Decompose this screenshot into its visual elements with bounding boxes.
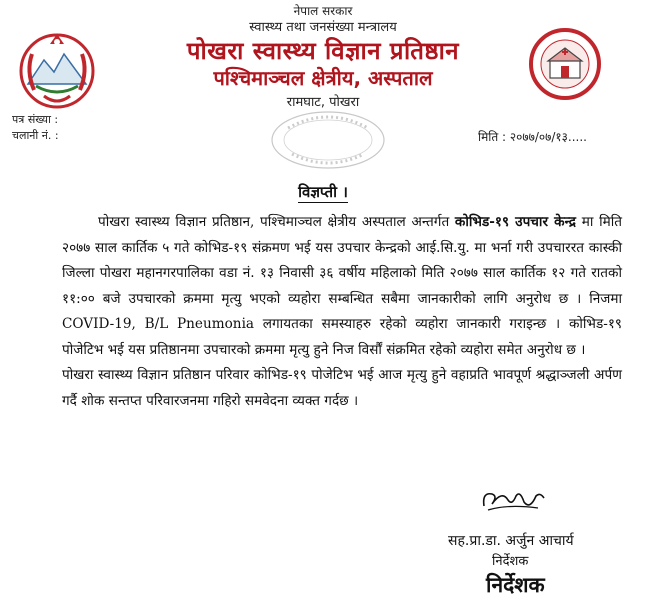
signer-title: निर्देशक	[492, 554, 529, 569]
ministry-name: स्वास्थ्य तथा जनसंख्या मन्त्रालय	[249, 20, 397, 35]
notice-paragraph-1	[62, 210, 622, 363]
paragraph-1-intro: पोखरा स्वास्थ्य विज्ञान प्रतिष्ठान, पश्चिमाञ्चल क्षेत्रीय अस्पताल अन्तर्गत	[98, 214, 455, 230]
dispatch-number-label: चलानी नं. :	[12, 129, 59, 142]
nepal-emblem-logo	[14, 26, 100, 112]
hospital-name: पश्चिमाञ्चल क्षेत्रीय, अस्पताल	[213, 66, 433, 90]
organization-name: पोखरा स्वास्थ्य विज्ञान प्रतिष्ठान	[186, 37, 460, 65]
notice-body	[62, 210, 622, 414]
hospital-logo	[528, 26, 602, 106]
notice-title	[0, 182, 646, 202]
hospital-address: रामघाट, पोखरा	[286, 95, 360, 110]
office-stamp	[268, 110, 388, 174]
director-stamp-title: निर्देशक	[486, 573, 545, 597]
notice-paragraph-2: पोखरा स्वास्थ्य विज्ञान प्रतिष्ठान परिवार कोभिड-१९ पोजेटिभ भई आज मृत्यु हुने वहाप्रति भावपूर्ण श्रद्धाञ्जली अर्पण गर्दै शोक सन्तप्त परिवारजनमा गहिरो समवेदना व्यक्त गर्दछ ।	[62, 367, 622, 409]
notice-title-text: विज्ञप्ती ।	[298, 183, 348, 201]
handwritten-signature	[478, 484, 548, 518]
signer-name: सह.प्रा.डा. अर्जुन आचार्य	[448, 533, 574, 549]
reference-number-label: पत्र संख्या :	[12, 113, 59, 126]
document-date: मिति : २०७७/०७/१३.....	[478, 130, 587, 144]
paragraph-1-body: मा मिति २०७७ साल कार्तिक ५ गते कोभिड-१९ संक्रमण भई यस उपचार केन्द्रको आई.सि.यु. मा भर्ना गरी उपचाररत कास्की जिल्ला पोखरा महानगरपालिका वडा नं. १३ निवासी ३६ वर्षीय महिलाको मिति २०७७ साल कार्तिक १२ गते रातको ११:०० बजे उपचारको क्रममा मृत्यु भएको व्यहोरा सम्बन्धित सबैमा जानकारीको लागि अनुरोध छ । निजमा COVID-19, B/L Pneumonia लगायतका समस्याहरु रहेको व्यहोरा जानकारी गराइन्छ । कोभिड-१९ पोजेटिभ भई यस प्रतिष्ठानमा उपचारको क्रममा मृत्यु हुने निज विर्सौं संक्रमित रहेको व्यहोरा समेत अनुरोध छ ।	[62, 214, 622, 358]
covid-treatment-center: कोभिड-१९ उपचार केन्द्र	[454, 214, 576, 230]
government-name: नेपाल सरकार	[293, 4, 353, 18]
